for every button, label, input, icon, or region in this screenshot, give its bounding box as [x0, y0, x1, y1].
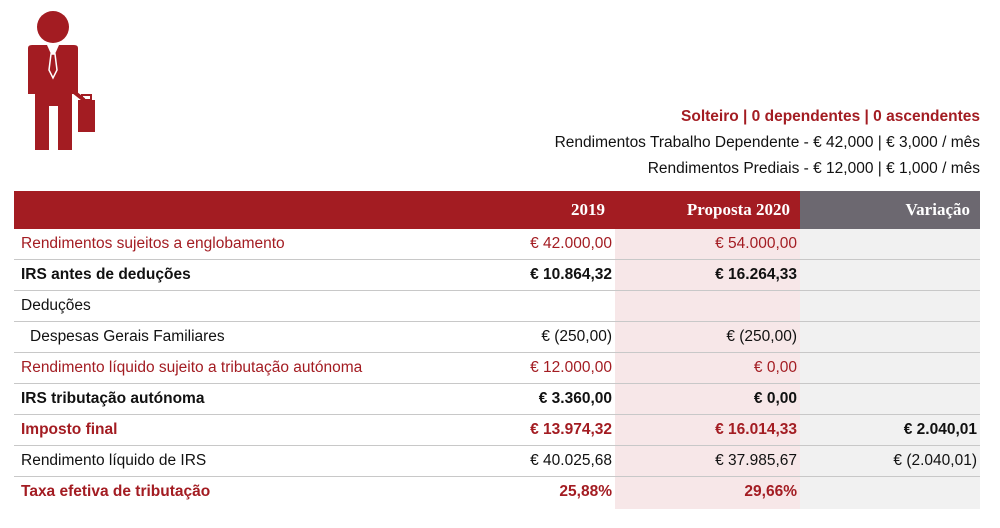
- table-row: [14, 446, 980, 477]
- value-2019: € 13.974,32: [430, 415, 615, 446]
- value-variation: [800, 229, 980, 260]
- value-2020: 29,66%: [744, 483, 797, 500]
- value-variation: € (2.040,01): [800, 446, 980, 477]
- value-variation: € 2.040,01: [800, 415, 980, 446]
- household-summary: [555, 104, 980, 182]
- value-2020: € 0,00: [615, 353, 800, 384]
- value-2020: € 16.014,33: [615, 415, 800, 446]
- household-profile: Solteiro | 0 dependentes | 0 ascendentes: [681, 108, 980, 125]
- income-property-summary: Rendimentos Prediais - € 12,000 | € 1,000 / mês: [647, 160, 980, 177]
- table-row: [14, 415, 980, 446]
- row-label: Imposto final: [14, 415, 430, 446]
- value-2020: [615, 291, 800, 322]
- header-label-cell: [14, 191, 430, 229]
- value-2019: € 3.360,00: [430, 384, 615, 415]
- row-label: Rendimento líquido sujeito a tributação autónoma: [14, 353, 430, 384]
- value-2020: € 0,00: [615, 384, 800, 415]
- value-2020: € 37.985,67: [615, 446, 800, 477]
- table-row: [14, 291, 980, 322]
- table-row: [14, 322, 980, 353]
- row-label: IRS tributação autónoma: [14, 384, 430, 415]
- irs-comparison-table: [14, 191, 980, 507]
- value-2019: € 12.000,00: [430, 353, 615, 384]
- table-row: [14, 384, 980, 415]
- row-label: Rendimento líquido de IRS: [14, 446, 430, 477]
- value-variation: [800, 291, 980, 322]
- value-2019: € 40.025,68: [430, 446, 615, 477]
- row-label: Rendimentos sujeitos a englobamento: [14, 229, 430, 260]
- header-proposal-2020: Proposta 2020: [615, 191, 800, 229]
- value-2020: € 54.000,00: [615, 229, 800, 260]
- table-row: [14, 353, 980, 384]
- row-label: Despesas Gerais Familiares: [14, 322, 430, 353]
- row-label: Taxa efetiva de tributação: [21, 483, 211, 500]
- value-2019: € 42.000,00: [430, 229, 615, 260]
- income-work-summary: Rendimentos Trabalho Dependente - € 42,000 | € 3,000 / mês: [554, 134, 980, 151]
- businessman-icon: [16, 10, 100, 154]
- row-label: IRS antes de deduções: [14, 260, 430, 291]
- row-label: Deduções: [14, 291, 430, 322]
- value-2020: € (250,00): [615, 322, 800, 353]
- table-row: [14, 477, 980, 508]
- value-variation: [800, 322, 980, 353]
- table-row: [14, 260, 980, 291]
- value-2019: 25,88%: [559, 483, 612, 500]
- value-variation: [800, 353, 980, 384]
- value-variation: [800, 477, 980, 508]
- header-2019: 2019: [430, 191, 615, 229]
- value-variation: [800, 384, 980, 415]
- value-2019: [430, 291, 615, 322]
- table-header-row: [14, 191, 980, 229]
- value-variation: [800, 260, 980, 291]
- value-2019: € 10.864,32: [430, 260, 615, 291]
- value-2020: € 16.264,33: [615, 260, 800, 291]
- table-row: [14, 229, 980, 260]
- value-2019: € (250,00): [430, 322, 615, 353]
- header-variation: Variação: [800, 191, 980, 229]
